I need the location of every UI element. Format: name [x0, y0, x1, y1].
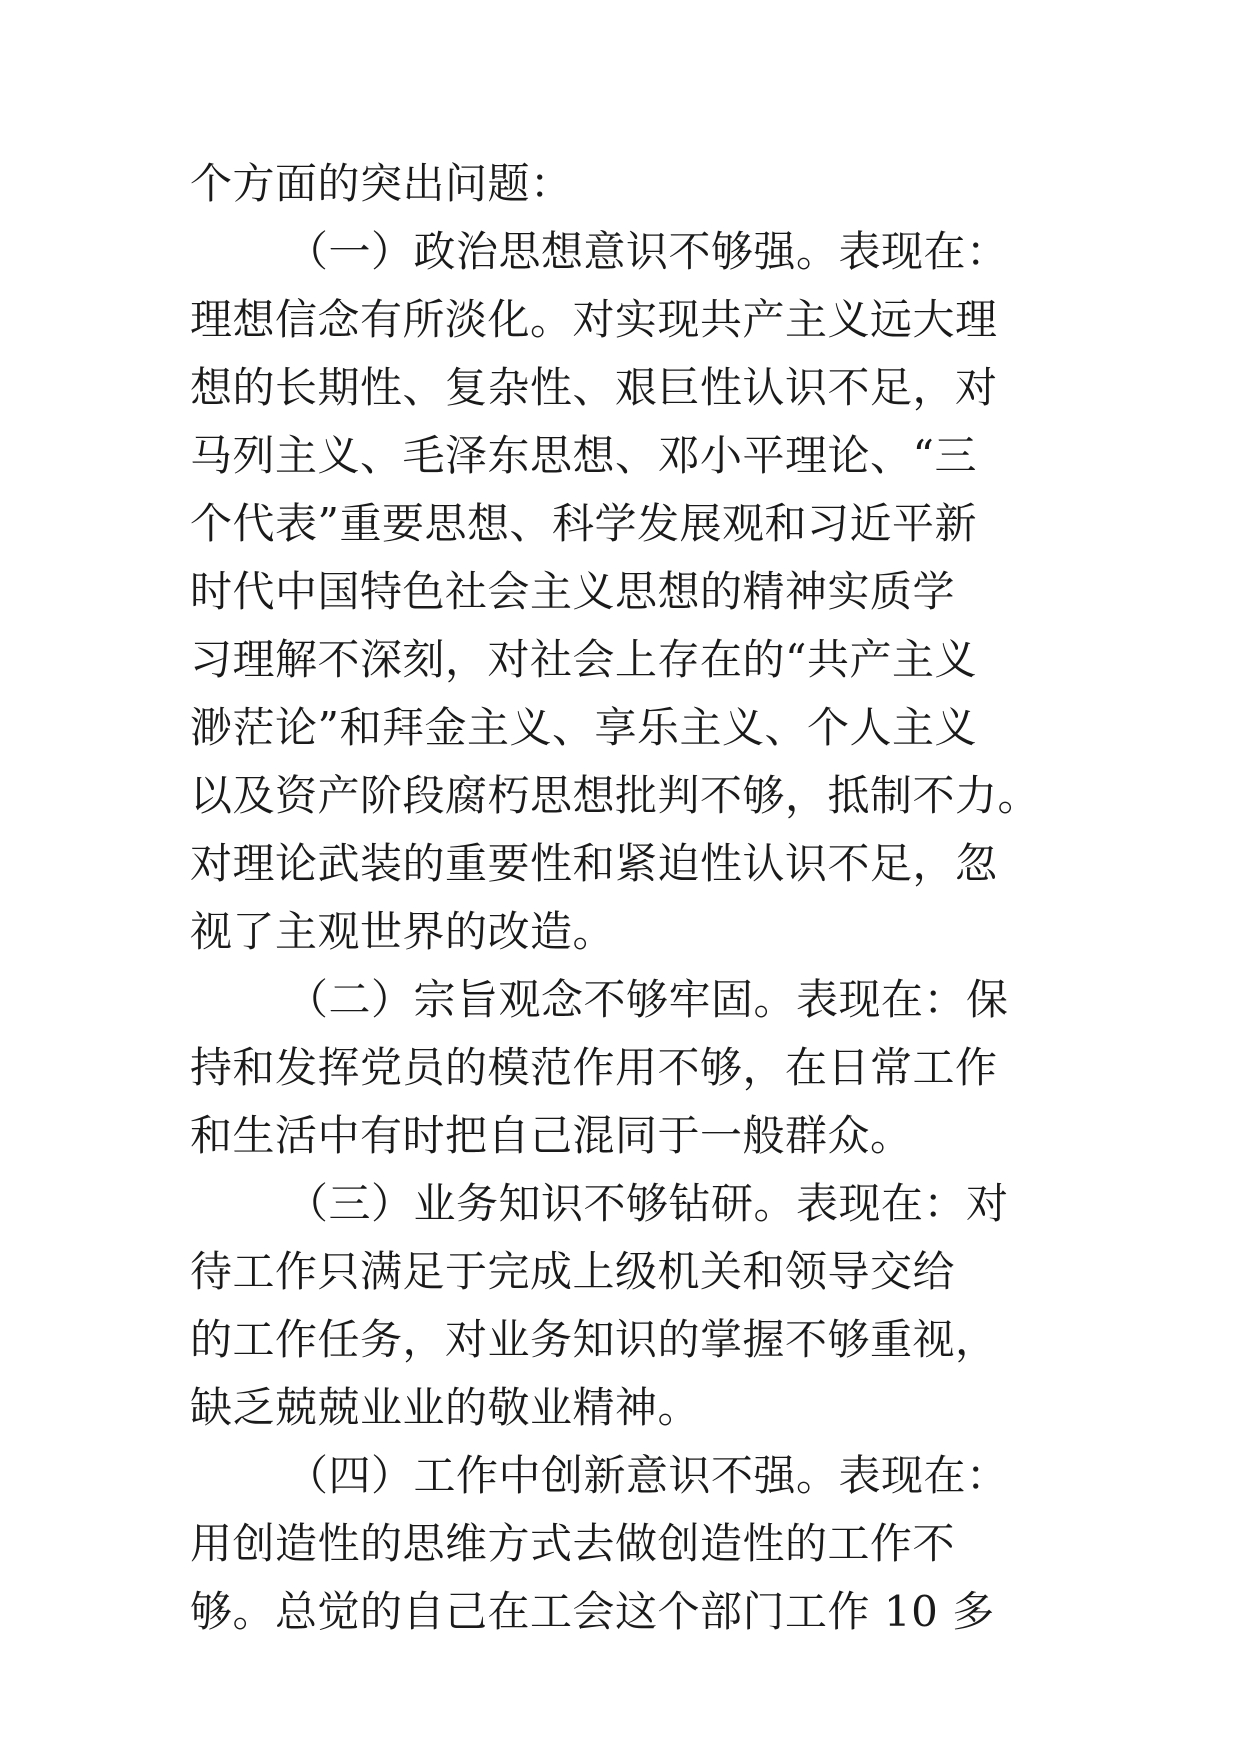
text-line: 渺茫论”和拜金主义、享乐主义、个人主义 — [190, 703, 977, 752]
text-line: 持和发挥党员的模范作用不够，在日常工作 — [190, 1043, 998, 1092]
section-heading-2: （二）宗旨观念不够牢固。表现在：保 — [286, 975, 1009, 1024]
text-line: 时代中国特色社会主义思想的精神实质学 — [190, 567, 956, 616]
text-line: 想的长期性、复杂性、艰巨性认识不足，对 — [190, 363, 998, 412]
text-line: 习理解不深刻，对社会上存在的“共产主义 — [190, 635, 977, 684]
section-heading-4: （四）工作中创新意识不强。表现在： — [286, 1451, 1009, 1500]
text-line: 个方面的突出问题： — [190, 159, 573, 208]
text-line: 个代表”重要思想、科学发展观和习近平新 — [190, 499, 977, 548]
text-line: 视了主观世界的改造。 — [190, 907, 616, 956]
text-line: 用创造性的思维方式去做创造性的工作不 — [190, 1519, 956, 1568]
section-heading-1: （一）政治思想意识不够强。表现在： — [286, 227, 1009, 276]
section-heading-3: （三）业务知识不够钻研。表现在：对 — [286, 1179, 1009, 1228]
text-line: 够。总觉的自己在工会这个部门工作 10 多 — [190, 1587, 995, 1636]
text-line: 理想信念有所淡化。对实现共产主义远大理 — [190, 295, 998, 344]
text-line: 以及资产阶段腐朽思想批判不够，抵制不力。 — [190, 771, 1041, 820]
text-line: 的工作任务，对业务知识的掌握不够重视， — [190, 1315, 998, 1364]
text-line: 对理论武装的重要性和紧迫性认识不足，忽 — [190, 839, 998, 888]
body-text — [190, 150, 1070, 1646]
text-line: 和生活中有时把自己混同于一般群众。 — [190, 1111, 913, 1160]
text-line: 马列主义、毛泽东思想、邓小平理论、“三 — [190, 431, 977, 480]
text-line: 缺乏兢兢业业的敬业精神。 — [190, 1383, 701, 1432]
text-line: 待工作只满足于完成上级机关和领导交给 — [190, 1247, 956, 1296]
